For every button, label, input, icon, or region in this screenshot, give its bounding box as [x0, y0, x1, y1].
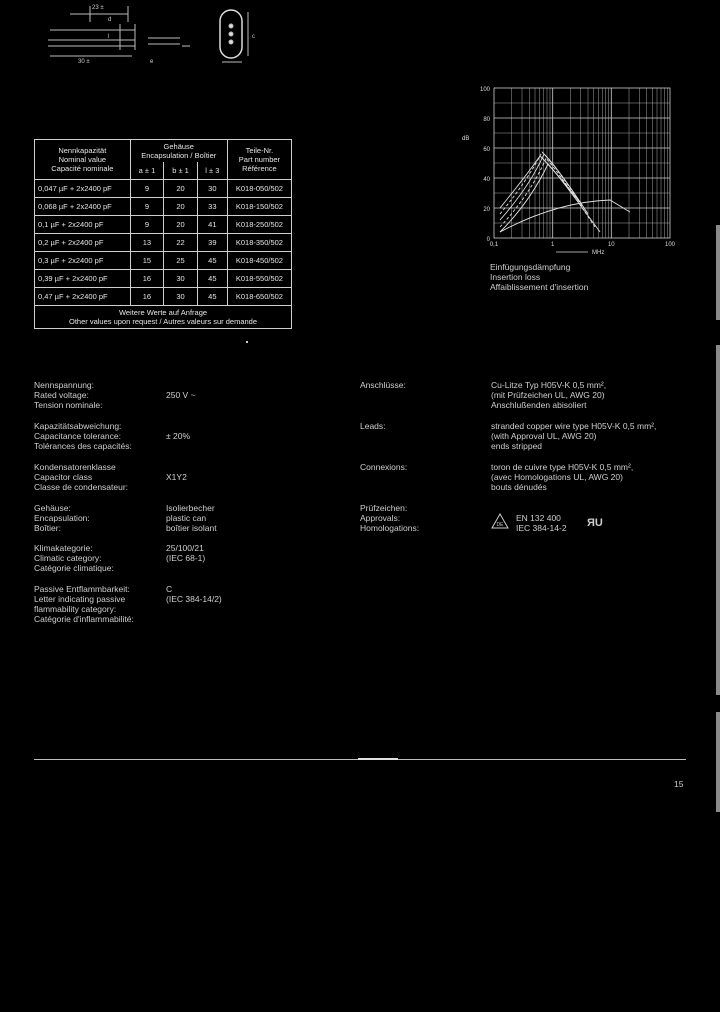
capacitor-table [34, 139, 292, 329]
y-tick: 40 [483, 177, 490, 183]
y-tick: 100 [479, 87, 490, 93]
spec-climatic-label: Klimakategorie: Climatic category: Catégorie climatique: [34, 543, 114, 573]
ul-mark-icon [586, 515, 606, 529]
spec-leads-fr-label: Connexions: [360, 462, 408, 472]
footer-rule-mark [358, 758, 398, 760]
chart-svg [460, 82, 690, 257]
spec-housing-value: Isolierbecher plastic can boîtier isolant [166, 503, 217, 533]
spec-flammability-label: Passive Entflammbarkeit: Letter indicating passive flammability category: Catégorie d'inflammabilité: [34, 584, 134, 624]
table-row: 0,3 µF + 2x2400 pF 15 25 45 K018-450/502 [35, 252, 292, 270]
svg-text:DE: DE [496, 522, 504, 528]
spec-tolerance-label: Kapazitätsabweichung: Capacitance tolerance: Tolérances des capacités: [34, 421, 132, 451]
edge-artifact [716, 712, 720, 812]
col-head-partno: Teile-Nr. Part number Référence [227, 140, 291, 180]
y-tick: 0 [486, 237, 490, 243]
table-row: 0,47 µF + 2x2400 pF 16 30 45 K018-650/502 [35, 288, 292, 306]
svg-text:ЯU: ЯU [587, 517, 603, 529]
spec-leads-fr-value: toron de cuivre type H05V-K 0,5 mm², (avec Homologations UL, AWG 20) bouts dénudés [491, 462, 634, 492]
col-head-b: b ± 1 [164, 162, 198, 180]
dimension-drawing [30, 0, 270, 72]
spec-flammability-value: C (IEC 384-14/2) [166, 584, 222, 604]
table-row: 0,2 µF + 2x2400 pF 13 22 39 K018-350/502 [35, 234, 292, 252]
curve-3 [500, 154, 588, 220]
spec-approvals-value: EN 132 400 IEC 384-14-2 [516, 513, 567, 533]
spec-tolerance-value: ± 20% [166, 431, 191, 441]
y-tick: 60 [483, 147, 490, 153]
dim-label-3: l [108, 34, 110, 40]
x-tick: 10 [607, 242, 615, 248]
spec-leads-en-value: stranded copper wire type H05V-K 0,5 mm², (with Approval UL, AWG 20) ends stripped [491, 421, 657, 451]
table-row: 0,39 µF + 2x2400 pF 16 30 45 K018-550/502 [35, 270, 292, 288]
insertion-loss-chart [460, 82, 690, 257]
spec-rated-voltage-value: 250 V ~ [166, 390, 196, 400]
spec-class-value: X1Y2 [166, 472, 187, 482]
spec-climatic-value: 25/100/21 (IEC 68-1) [166, 543, 206, 563]
spec-rated-voltage-label: Nennspannung: Rated voltage: Tension nominale: [34, 380, 103, 410]
x-unit: MHz [592, 250, 605, 256]
dim-label-6: e [150, 59, 154, 65]
y-unit: dB [462, 136, 470, 142]
table-row: 0,1 µF + 2x2400 pF 9 20 41 K018-250/502 [35, 216, 292, 234]
col-head-a: a ± 1 [130, 162, 164, 180]
spec-housing-label: Gehäuse: Encapsulation: Boîtier: [34, 503, 90, 533]
edge-artifact [716, 345, 720, 695]
col-head-housing: Gehäuse Encapsulation / Boîtier [130, 140, 227, 163]
col-head-l: l ± 3 [197, 162, 227, 180]
dim-label-4: 30 ± [78, 59, 90, 65]
chart-caption: Einfügungsdämpfung Insertion loss Affaiblissement d'insertion [490, 262, 589, 292]
col-head-capacity: Nennkapazität Nominal value Capacité nominale [35, 140, 131, 180]
table-row: 0,068 µF + 2x2400 pF 9 20 33 K018-150/502 [35, 198, 292, 216]
page-number: 15 [674, 779, 684, 789]
x-tick: 0,1 [489, 242, 499, 248]
spec-class-label: Kondensatorenklasse Capacitor class Classe de condensateur: [34, 462, 129, 492]
spec-leads-de-value: Cu-Litze Typ H05V-K 0,5 mm², (mit Prüfzeichen UL, AWG 20) Anschlußenden abisoliert [491, 380, 607, 410]
curve-6 [500, 200, 630, 232]
scan-mark [246, 341, 248, 343]
dim-label-2: d [108, 17, 112, 23]
chart-grid [494, 88, 670, 238]
spec-leads-en-label: Leads: [360, 421, 386, 431]
x-tick: 100 [664, 242, 676, 248]
dim-label-5: c [252, 34, 255, 40]
table-row: 0,047 µF + 2x2400 pF 9 20 30 K018-050/502 [35, 180, 292, 198]
chart-curves [500, 152, 630, 232]
dim-label-1: 23 ± [92, 5, 104, 11]
y-tick: 80 [483, 117, 490, 123]
y-tick: 20 [483, 207, 490, 213]
spec-approvals-label: Prüfzeichen: Approvals: Homologations: [360, 503, 420, 533]
table-footer: Weitere Werte auf Anfrage Other values upon request / Autres valeurs sur demande [35, 306, 292, 329]
edge-artifact [716, 225, 720, 320]
spec-leads-de-label: Anschlüsse: [360, 380, 406, 390]
vde-mark-icon [491, 513, 509, 529]
x-tick: 1 [551, 242, 555, 248]
